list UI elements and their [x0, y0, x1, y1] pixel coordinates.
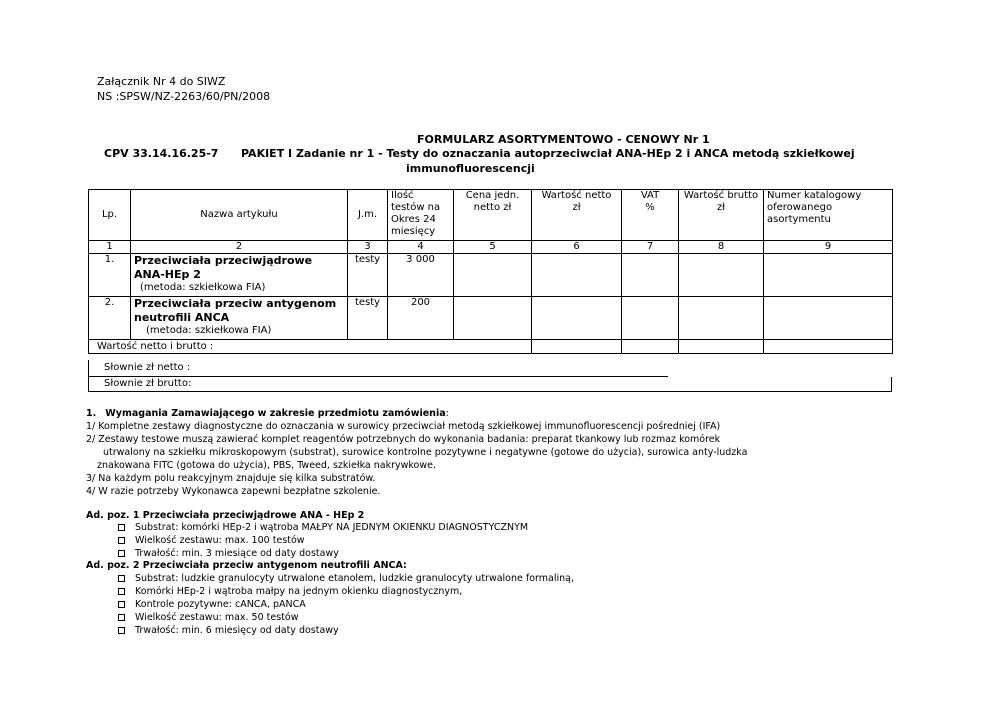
list-item: Komórki HEp-2 i wątroba małpy na jednym okienku diagnostycznym,	[118, 585, 462, 598]
input-cell[interactable]	[454, 297, 532, 340]
requirement-item: 3/ Na każdym polu reakcyjnym znajduje się kilka substratów.	[86, 473, 376, 484]
col-catalog-number: Numer katalogowy oferowanego asortymentu	[764, 190, 893, 241]
reference-number: NS :SPSW/NZ-2263/60/PN/2008	[97, 90, 271, 103]
requirement-item: 2/ Zestawy testowe muszą zawierać komplet reagentów potrzebnych do wykonania badania: preparat tkankowy lub rozmaz komórek	[86, 434, 721, 445]
requirements-heading: 1. Wymagania Zamawiającego w zakresie przedmiotu zamówienia:	[86, 408, 449, 419]
column-number-row: 1 2 3 4 5 6 7 8 9	[89, 241, 893, 254]
border-mid	[88, 376, 668, 377]
words-net-label: Słownie zł netto :	[104, 362, 191, 373]
input-cell[interactable]	[622, 254, 679, 297]
checkbox-icon	[118, 614, 125, 621]
position-1-label: Ad. poz. 1 Przeciwciała przeciwjądrowe ANA - HEp 2	[86, 510, 365, 521]
input-cell[interactable]	[532, 297, 622, 340]
position-2-label: Ad. poz. 2 Przeciwciała przeciw antygenom neutrofili ANCA:	[86, 560, 407, 571]
package-title-cont: immunofluorescencji	[406, 162, 535, 175]
input-cell[interactable]	[764, 254, 893, 297]
table-row: 1. Przeciwciała przeciwjądrowe ANA-HEp 2 (metoda: szkiełkowa FIA) testy 3 000	[89, 254, 893, 297]
requirement-item: 1/ Kompletne zestawy diagnostyczne do oznaczania w surowicy przeciwciał metodą szkiełkowej immunofluorescencji pośredniej (IFA)	[86, 421, 721, 432]
input-cell[interactable]	[622, 297, 679, 340]
summary-label: Wartość netto i brutto :	[89, 340, 532, 354]
list-item: Wielkość zestawu: max. 50 testów	[118, 611, 299, 624]
col-gross-value: Wartość brutto zł	[679, 190, 764, 241]
requirement-item: utrwalony na szkiełku mikroskopowym (substrat), surowice kontrolne pozytywne i negatywne (gotowe do użycia), surowica anty-ludzka	[103, 447, 748, 458]
list-item: Trwałość: min. 6 miesięcy od daty dostawy	[118, 624, 339, 637]
input-cell[interactable]	[622, 340, 679, 354]
col-lp: Lp.	[89, 190, 131, 241]
requirement-item: 4/ W razie potrzeby Wykonawca zapewni bezpłatne szkolenie.	[86, 486, 381, 497]
checkbox-icon	[118, 627, 125, 634]
requirement-item: znakowana FITC (gotowa do użycia), PBS, Tweed, szkiełka nakrywkowe.	[97, 460, 436, 471]
input-cell[interactable]	[679, 340, 764, 354]
input-cell[interactable]	[532, 340, 622, 354]
checkbox-icon	[118, 550, 125, 557]
checkbox-icon	[118, 575, 125, 582]
input-cell[interactable]	[764, 297, 893, 340]
list-item: Substrat: ludzkie granulocyty utrwalone etanolem, ludzkie granulocyty utrwalone formaliną,	[118, 572, 574, 585]
border-right	[891, 377, 892, 392]
attachment-label: Załącznik Nr 4 do SIWZ	[97, 75, 226, 88]
col-name: Nazwa artykułu	[131, 190, 348, 241]
form-title: FORMULARZ ASORTYMENTOWO - CENOWY Nr 1	[417, 133, 710, 146]
header-row	[89, 190, 893, 241]
checkbox-icon	[118, 588, 125, 595]
checkbox-icon	[118, 537, 125, 544]
list-item: Substrat: komórki HEp-2 i wątroba MAŁPY NA JEDNYM OKIENKU DIAGNOSTYCZNYM	[118, 521, 528, 534]
list-item: Wielkość zestawu: max. 100 testów	[118, 534, 305, 547]
col-unit: J.m.	[348, 190, 388, 241]
words-gross-label: Słownie zł brutto:	[104, 378, 192, 389]
cpv-code: CPV 33.14.16.25-7	[104, 147, 219, 160]
summary-row	[89, 340, 893, 354]
checkbox-icon	[118, 601, 125, 608]
col-net-value: Wartość netto zł	[532, 190, 622, 241]
table-row: 2. Przeciwciała przeciw antygenom neutrofili ANCA (metoda: szkiełkowa FIA) testy 200	[89, 297, 893, 340]
product-name: Przeciwciała przeciw antygenom neutrofili ANCA (metoda: szkiełkowa FIA)	[131, 297, 348, 340]
col-unit-price: Cena jedn. netto zł	[454, 190, 532, 241]
product-name: Przeciwciała przeciwjądrowe ANA-HEp 2 (metoda: szkiełkowa FIA)	[131, 254, 348, 297]
col-quantity: Ilość testów na Okres 24 miesięcy	[388, 190, 454, 241]
input-cell[interactable]	[532, 254, 622, 297]
package-title: PAKIET I Zadanie nr 1 - Testy do oznaczania autoprzeciwciał ANA-HEp 2 i ANCA metodą szkiełkowej	[241, 147, 855, 160]
col-vat: VAT %	[622, 190, 679, 241]
list-item: Kontrole pozytywne: cANCA, pANCA	[118, 598, 306, 611]
input-cell[interactable]	[679, 254, 764, 297]
price-table	[88, 189, 893, 354]
input-cell[interactable]	[454, 254, 532, 297]
list-item: Trwałość: min. 3 miesiące od daty dostawy	[118, 547, 339, 560]
input-cell[interactable]	[679, 297, 764, 340]
input-cell[interactable]	[764, 340, 893, 354]
border-bottom	[88, 391, 892, 392]
checkbox-icon	[118, 524, 125, 531]
